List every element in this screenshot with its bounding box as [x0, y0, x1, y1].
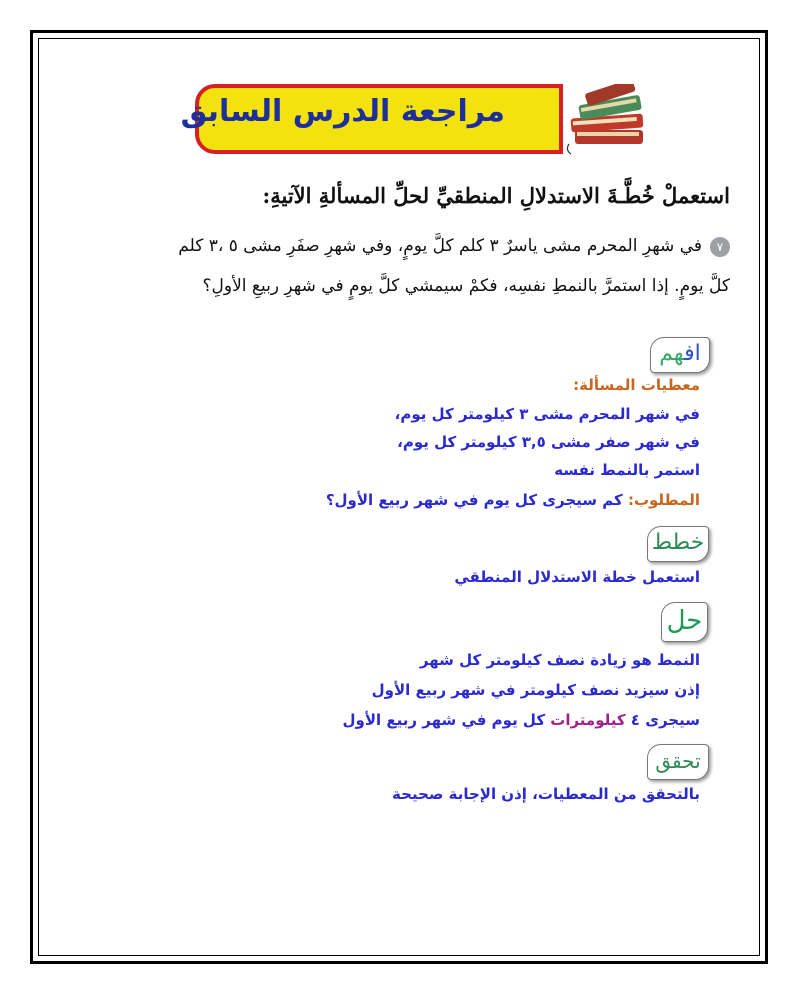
tag-plan: خطط [647, 526, 709, 562]
tag-understand-part-b: هم [659, 341, 685, 366]
plan-line-1: استعمل خطة الاستدلال المنطقي [454, 568, 700, 586]
tag-check: تحقق [647, 744, 709, 780]
given-line-3: استمر بالنمط نفسه [554, 461, 700, 479]
solve-final-a: سيجرى ٤ [625, 711, 700, 729]
banner-title: مراجعة الدرس السابق [180, 94, 505, 129]
tag-solve: حل [661, 602, 708, 642]
solve-final-unit: كيلومترات [550, 711, 626, 729]
question-number-badge: ٧ [710, 237, 730, 257]
given-line-2: في شهر صفر مشى ٣,٥ كيلومتر كل يوم، [397, 433, 700, 451]
question-line-1 [178, 236, 730, 257]
required-label: المطلوب: [627, 491, 700, 509]
tag-understand-part-a: اف [684, 341, 701, 366]
check-line-1: بالتحقق من المعطيات، إذن الإجابة صحيحة [392, 785, 700, 803]
solve-final-c: كل يوم في شهر ربيع الأول [342, 711, 551, 729]
given-line-1: في شهر المحرم مشى ٣ كيلومتر كل يوم، [394, 405, 700, 423]
instruction-text: استعملْ خُطَّـةَ الاستدلالِ المنطقيِّ لحلِّ المسألةِ الآتيةِ: [262, 183, 730, 208]
tag-understand [650, 337, 710, 373]
solve-line-3 [343, 711, 700, 729]
question-text-1: في شهرِ المحرم مشى ياسرٌ ٣ كلم كلَّ يومٍ، وفي شهرِ صفَرِ مشى ٥ ،٣ كلم [178, 236, 702, 256]
required-line [326, 491, 700, 509]
lesson-review-banner [180, 84, 563, 154]
solve-line-1: النمط هو زيادة نصف كيلومتر كل شهر [419, 651, 700, 669]
givens-title: معطيات المسألة: [573, 376, 700, 394]
solve-line-2: إذن سيزيد نصف كيلومتر في شهر ربيع الأول [371, 681, 700, 699]
books-icon [565, 84, 655, 156]
required-text: كم سيجرى كل يوم في شهر ربيع الأول؟ [325, 491, 628, 509]
question-line-2: كلَّ يومٍ. إذا استمرَّ بالنمطِ نفسِه، فكمْ سيمشي كلَّ يومٍ في شهرِ ربيعِ الأولِ؟ [202, 276, 730, 296]
